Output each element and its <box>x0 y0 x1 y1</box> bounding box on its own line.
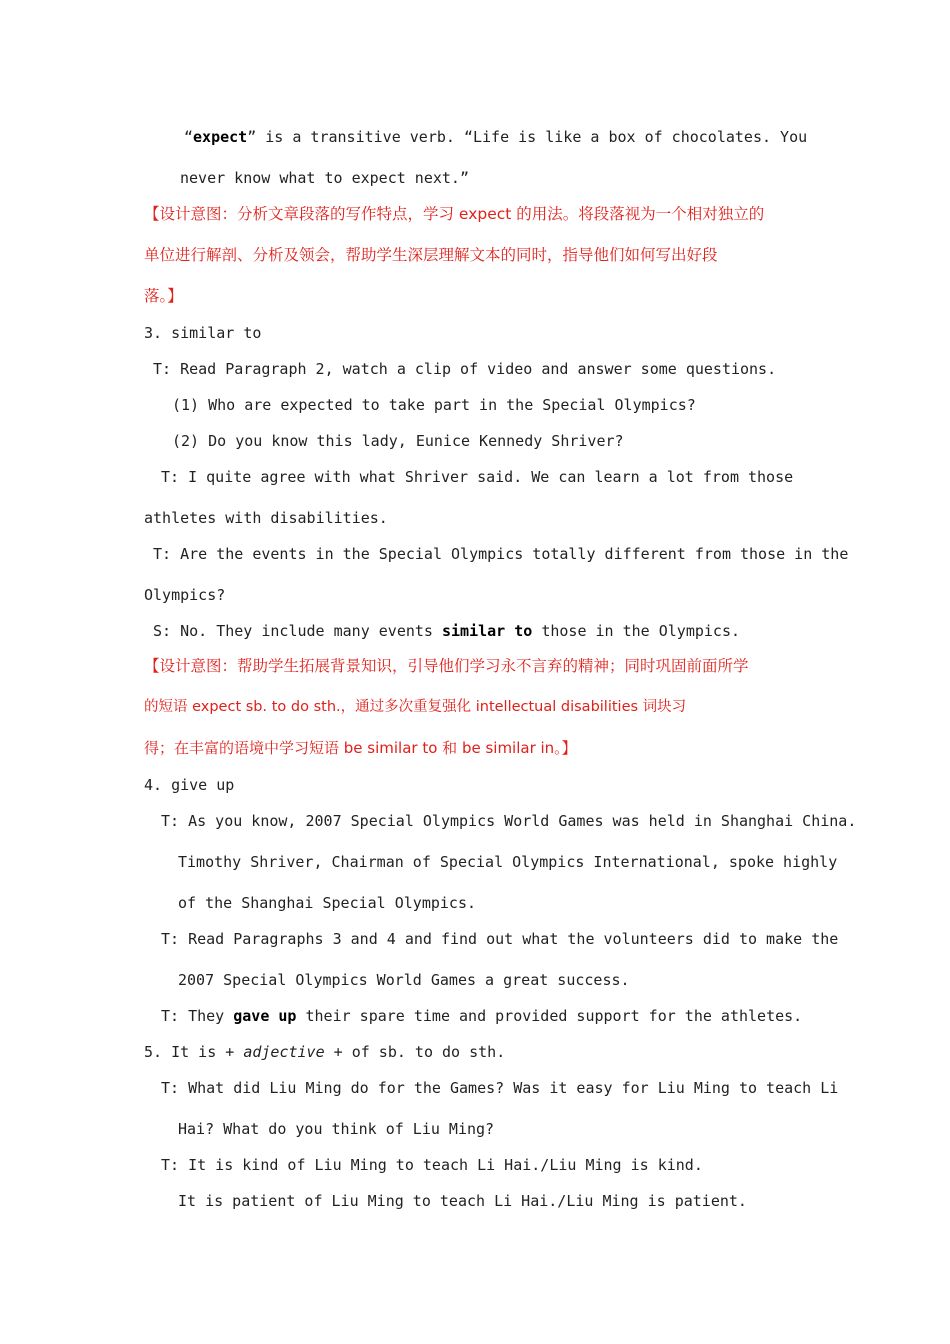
teacher-line-cont: It is patient of Liu Ming to teach Li Hai./Liu Ming is patient. <box>178 1192 747 1210</box>
expect-sentence-line2: never know what to expect next.” <box>180 169 469 187</box>
teacher-line: T: It is kind of Liu Ming to teach Li Hai./Liu Ming is kind. <box>161 1156 703 1174</box>
design-note-1-line2: 单位进行解剖、分析及领会，帮助学生深层理解文本的同时，指导他们如何写出好段 <box>144 246 718 264</box>
design-note-2-line1: 【设计意图：帮助学生拓展背景知识，引导他们学习永不言弃的精神；同时巩固前面所学 <box>144 657 749 675</box>
design-note-1-line3: 落。】 <box>144 287 183 305</box>
teacher-line-cont: athletes with disabilities. <box>144 509 388 527</box>
teacher-line: T: What did Liu Ming do for the Games? Was it easy for Liu Ming to teach Li <box>161 1079 839 1097</box>
teacher-line: T: I quite agree with what Shriver said. We can learn a lot from those <box>161 468 794 486</box>
question-1: (1) Who are expected to take part in the Special Olympics? <box>172 396 696 414</box>
section-4-heading: 4. give up <box>144 776 235 794</box>
section-3-heading: 3. similar to <box>144 324 262 342</box>
expect-sentence-line1: “expect” is a transitive verb. “Life is like a box of chocolates. You <box>184 128 808 146</box>
design-note-1-line1: 【设计意图：分析文章段落的写作特点，学习 expect 的用法。将段落视为一个相对独立的 <box>144 205 765 223</box>
teacher-line-cont: Olympics? <box>144 586 226 604</box>
teacher-line: T: They gave up their spare time and provided support for the athletes. <box>161 1007 803 1025</box>
design-note-2-line2: 的短语 expect sb. to do sth.，通过多次重复强化 intellectual disabilities 词块习 <box>144 699 687 715</box>
teacher-line: T: Read Paragraphs 3 and 4 and find out what the volunteers did to make the <box>161 930 839 948</box>
teacher-line-cont: Hai? What do you think of Liu Ming? <box>178 1120 495 1138</box>
question-2: (2) Do you know this lady, Eunice Kennedy Shriver? <box>172 432 624 450</box>
teacher-line-cont: Timothy Shriver, Chairman of Special Olympics International, spoke highly <box>178 853 838 871</box>
teacher-line: T: As you know, 2007 Special Olympics World Games was held in Shanghai China. <box>161 812 857 830</box>
design-note-2-line3: 得；在丰富的语境中学习短语 be similar to 和 be similar in。】 <box>144 739 577 757</box>
section-5-heading: 5. It is + adjective + of sb. to do sth. <box>144 1043 506 1061</box>
teacher-line-cont: 2007 Special Olympics World Games a great success. <box>178 971 630 989</box>
teacher-line: T: Are the events in the Special Olympics totally different from those in the <box>153 545 849 563</box>
student-line: S: No. They include many events similar to those in the Olympics. <box>153 622 741 640</box>
teacher-line-cont: of the Shanghai Special Olympics. <box>178 894 477 912</box>
teacher-line: T: Read Paragraph 2, watch a clip of video and answer some questions. <box>153 360 777 378</box>
